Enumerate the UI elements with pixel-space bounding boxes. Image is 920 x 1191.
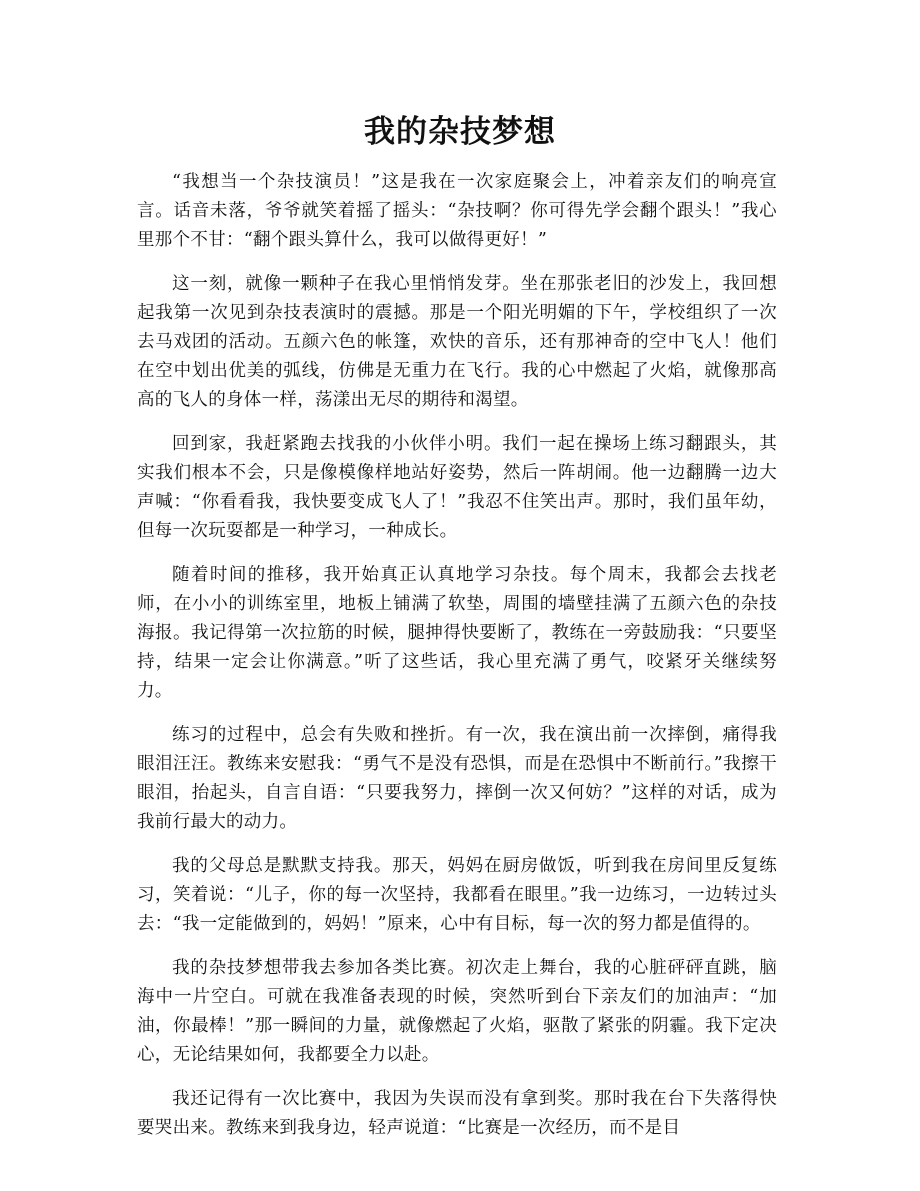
paragraph: 我的杂技梦想带我去参加各类比赛。初次走上舞台，我的心脏砰砰直跳，脑海中一片空白。可就在我准备表现的时候，突然听到台下亲友们的加油声：“加油，你最棒！”那一瞬间的力量，就像燃起了火焰，驱散了紧张的阴霾。我下定决心，无论结果如何，我都要全力以赴。 [137, 958, 777, 1065]
paragraph: 随着时间的推移，我开始真正认真地学习杂技。每个周末，我都会去找老师，在小小的训练室里，地板上铺满了软垫，周围的墙壁挂满了五颜六色的杂技海报。我记得第一次拉筋的时候，腿抻得快要断了，教练在一旁鼓励我：“只要坚持，结果一定会让你满意。”听了这些话，我心里充满了勇气，咬紧牙关继续努力。 [137, 565, 777, 701]
paragraph: 我的父母总是默默支持我。那天，妈妈在厨房做饭，听到我在房间里反复练习，笑着说：“儿子，你的每一次坚持，我都看在眼里。”我一边练习，一边转过头去：“我一定能做到的，妈妈！”原来，心中有目标，每一次的努力都是值得的。 [137, 856, 777, 934]
paragraph: 我还记得有一次比赛中，我因为失误而没有拿到奖。那时我在台下失落得快要哭出来。教练来到我身边，轻声说道：“比赛是一次经历，而不是目 [137, 1089, 777, 1138]
document-title: 我的杂技梦想 [364, 114, 556, 150]
document-body [137, 168, 777, 1158]
paragraph: 这一刻，就像一颗种子在我心里悄悄发芽。坐在那张老旧的沙发上，我回想起我第一次见到杂技表演时的震撼。那是一个阳光明媚的下午，学校组织了一次去马戏团的活动。五颜六色的帐篷，欢快的音乐，还有那神奇的空中飞人！他们在空中划出优美的弧线，仿佛是无重力在飞行。我的心中燃起了火焰，就像那高高的飞人的身体一样，荡漾出无尽的期待和渴望。 [137, 274, 777, 410]
paragraph: 回到家，我赶紧跑去找我的小伙伴小明。我们一起在操场上练习翻跟头，其实我们根本不会，只是像模像样地站好姿势，然后一阵胡闹。他一边翻腾一边大声喊：“你看看我，我快要变成飞人了！”我忍不住笑出声。那时，我们虽年幼，但每一次玩耍都是一种学习，一种成长。 [137, 434, 777, 541]
paragraph: 练习的过程中，总会有失败和挫折。有一次，我在演出前一次摔倒，痛得我眼泪汪汪。教练来安慰我：“勇气不是没有恐惧，而是在恐惧中不断前行。”我擦干眼泪，抬起头，自言自语：“只要我努力，摔倒一次又何妨？”这样的对话，成为我前行最大的动力。 [137, 725, 777, 832]
paragraph: “我想当一个杂技演员！”这是我在一次家庭聚会上，冲着亲友们的响亮宣言。话音未落，爷爷就笑着摇了摇头：“杂技啊？你可得先学会翻个跟头！”我心里那个不甘：“翻个跟头算什么，我可以做得更好！” [137, 172, 777, 250]
